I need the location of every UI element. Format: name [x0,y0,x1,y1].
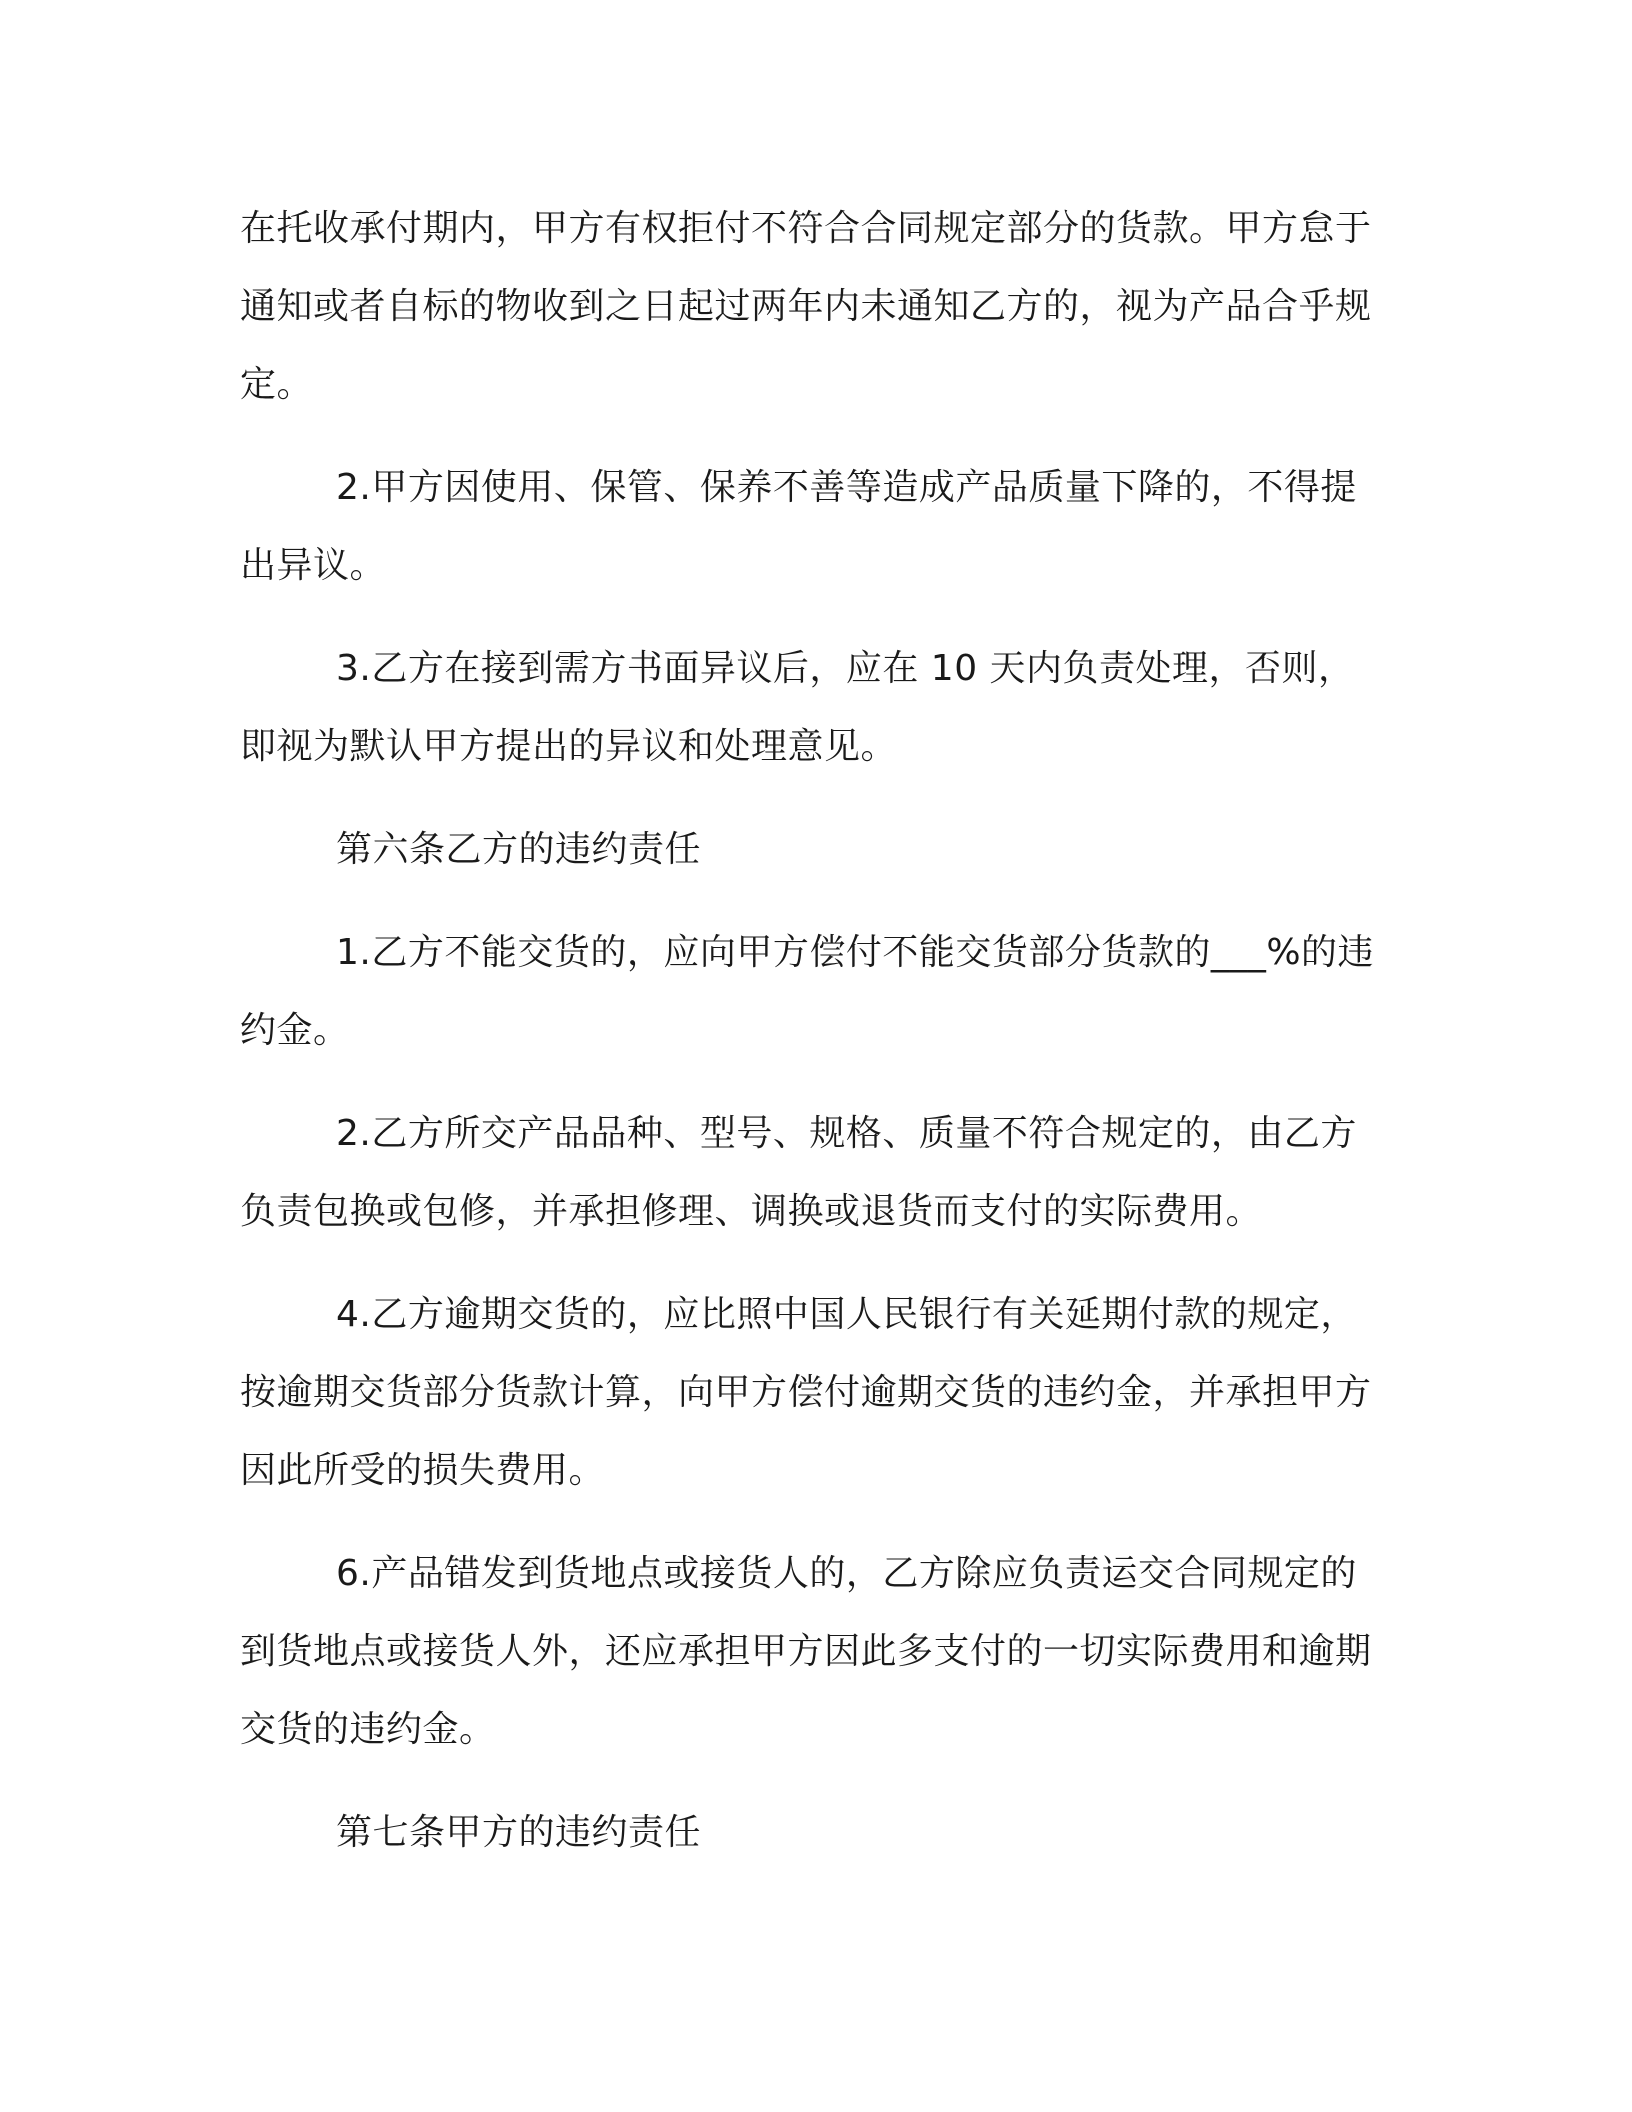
paragraph-article-6-clause-1: 1.乙方不能交货的，应向甲方偿付不能交货部分货款的___%的违约金。 [240,932,1375,1051]
paragraph-article-6-clause-2: 2.乙方所交产品品种、型号、规格、质量不符合规定的，由乙方负责包换或包修，并承担修理、调换或退货而支付的实际费用。 [240,1113,1357,1232]
paragraph-article-6-clause-4: 4.乙方逾期交货的，应比照中国人民银行有关延期付款的规定，按逾期交货部分货款计算，向甲方偿付逾期交货的违约金，并承担甲方因此所受的损失费用。 [240,1294,1372,1491]
paragraph-clause-3-objection: 3.乙方在接到需方书面异议后，应在 10 天内负责处理，否则，即视为默认甲方提出的异议和处理意见。 [240,648,1355,767]
document-body [240,190,1390,1897]
paragraph-clause-2-quality: 2.甲方因使用、保管、保养不善等造成产品质量下降的，不得提出异议。 [240,467,1357,586]
paragraph-payment-period: 在托收承付期内，甲方有权拒付不符合合同规定部分的货款。甲方怠于通知或者自标的物收到之日起过两年内未通知乙方的，视为产品合乎规定。 [240,208,1372,405]
paragraph-article-6-clause-6: 6.产品错发到货地点或接货人的，乙方除应负责运交合同规定的到货地点或接货人外，还应承担甲方因此多支付的一切实际费用和逾期交货的违约金。 [240,1553,1372,1750]
section-heading-article-7: 第七条甲方的违约责任 [336,1812,702,1853]
section-heading-article-6: 第六条乙方的违约责任 [336,829,702,870]
